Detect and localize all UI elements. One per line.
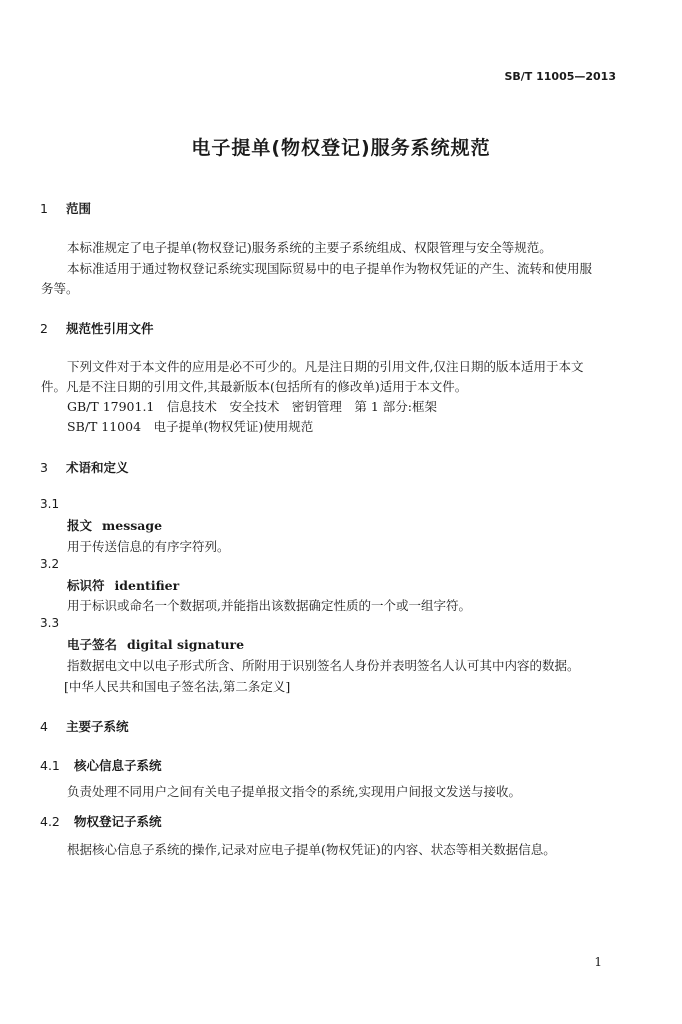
section-4-1-paragraph: 负责处理不同用户之间有关电子提单报文指令的系统,实现用户间报文发送与接收。 [67, 784, 521, 799]
normative-reference-1: GB/T 17901.1 信息技术 安全技术 密钥管理 第 1 部分:框架 [67, 399, 437, 414]
section-2-heading [40, 319, 154, 337]
term-zh: 电子签名 [67, 637, 118, 652]
section-number: 4.2 [40, 814, 60, 829]
section-2-paragraph-line-2: 件。凡是不注日期的引用文件,其最新版本(包括所有的修改单)适用于本文件。 [41, 379, 468, 394]
standard-number: SB/T 11005—2013 [504, 70, 616, 83]
term-digital-signature [67, 635, 244, 653]
term-definition: 用于传送信息的有序字符列。 [67, 539, 230, 554]
section-number: 2 [40, 321, 48, 336]
term-en: identifier [114, 578, 180, 593]
section-1-paragraph-2-line-1: 本标准适用于通过物权登记系统实现国际贸易中的电子提单作为物权凭证的产生、流转和使用服 [67, 261, 593, 276]
section-title: 范围 [66, 201, 92, 216]
section-1-paragraph-2-line-2: 务等。 [41, 281, 79, 296]
section-4-2-paragraph: 根据核心信息子系统的操作,记录对应电子提单(物权凭证)的内容、状态等相关数据信息。 [67, 842, 556, 857]
term-number: 3.1 [40, 497, 60, 511]
term-definition: 指数据电文中以电子形式所含、所附用于识别签名人身份并表明签名人认可其中内容的数据。 [67, 658, 580, 673]
term-zh: 标识符 [67, 578, 105, 593]
page-number: 1 [594, 955, 602, 969]
section-title: 术语和定义 [66, 460, 129, 475]
section-4-heading [40, 717, 129, 735]
section-1-paragraph-1: 本标准规定了电子提单(物权登记)服务系统的主要子系统组成、权限管理与安全等规范。 [67, 240, 552, 255]
term-source: [中华人民共和国电子签名法,第二条定义] [64, 679, 291, 694]
term-number: 3.2 [40, 557, 60, 571]
term-en: digital signature [127, 637, 245, 652]
section-title: 核心信息子系统 [74, 758, 162, 773]
section-2-paragraph-line-1: 下列文件对于本文件的应用是必不可少的。凡是注日期的引用文件,仅注日期的版本适用于本文 [67, 359, 584, 374]
section-3-heading [40, 458, 129, 476]
section-number: 3 [40, 460, 48, 475]
section-title: 物权登记子系统 [74, 814, 162, 829]
term-number: 3.3 [40, 616, 60, 630]
term-identifier [67, 576, 179, 594]
term-message [67, 516, 162, 534]
section-title: 规范性引用文件 [66, 321, 154, 336]
normative-reference-2: SB/T 11004 电子提单(物权凭证)使用规范 [67, 419, 314, 434]
term-definition: 用于标识或命名一个数据项,并能指出该数据确定性质的一个或一组字符。 [67, 598, 471, 613]
section-number: 4 [40, 719, 48, 734]
term-zh: 报文 [67, 518, 93, 533]
section-number: 1 [40, 201, 48, 216]
document-title: 电子提单(物权登记)服务系统规范 [191, 137, 491, 159]
section-4-2-heading [40, 812, 162, 830]
section-1-heading [40, 199, 91, 217]
term-en: message [102, 518, 163, 533]
section-number: 4.1 [40, 758, 60, 773]
section-4-1-heading [40, 756, 162, 774]
section-title: 主要子系统 [66, 719, 129, 734]
